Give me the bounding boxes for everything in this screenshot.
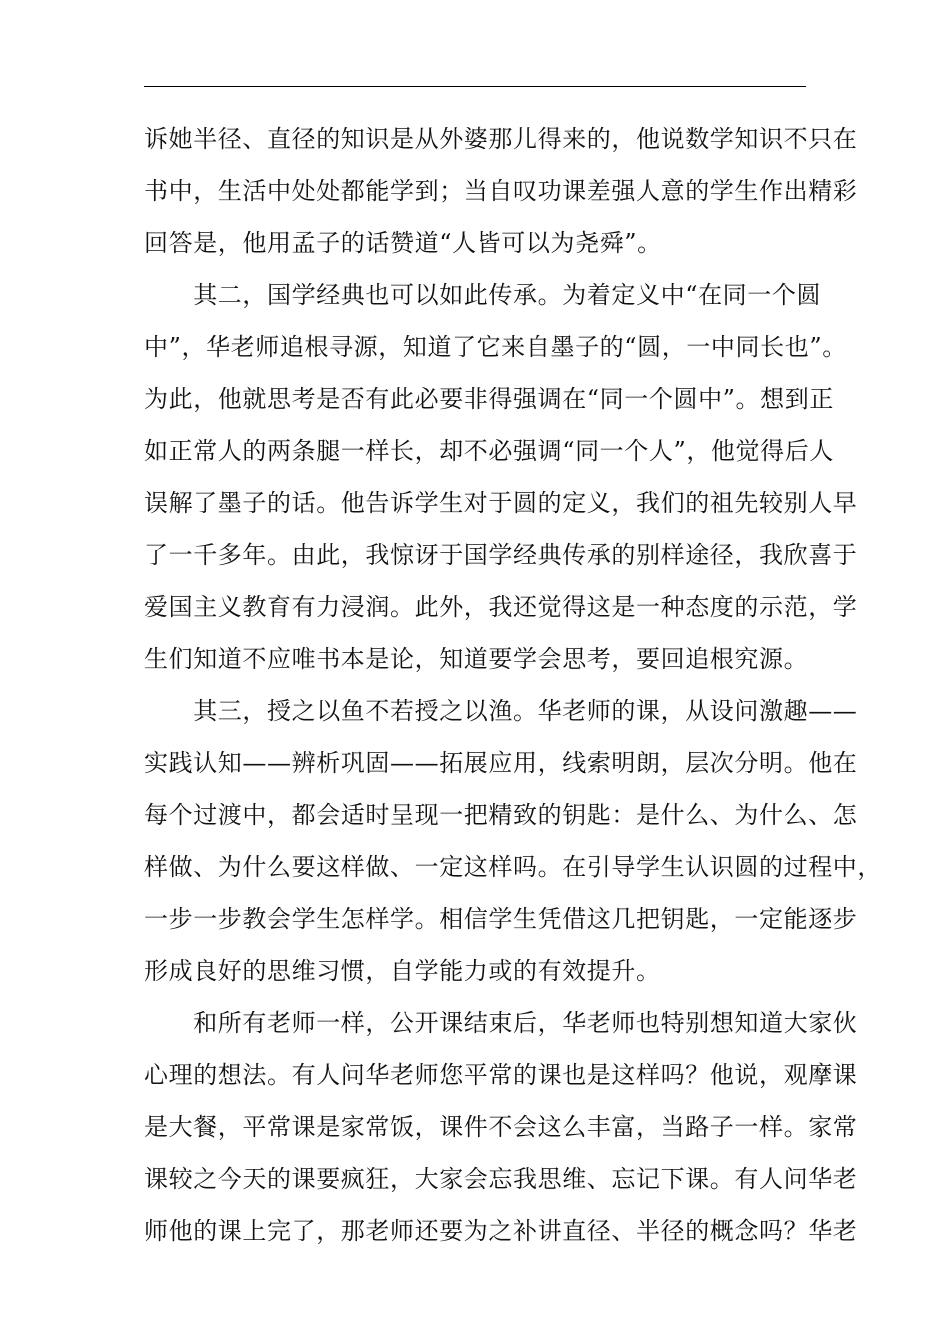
text-line: 生们知道不应唯书本是论，知道要学会思考，要回追根究源。	[144, 645, 809, 673]
text-line: 其三，授之以鱼不若授之以渔。华老师的课，从设问激趣——	[144, 697, 858, 725]
text-line: 书中，生活中处处都能学到；当自叹功课差强人意的学生作出精彩	[144, 177, 858, 205]
text-line: 回答是，他用孟子的话赞道“人皆可以为尧舜”。	[144, 229, 662, 257]
text-line: 每个过渡中，都会适时呈现一把精致的钥匙：是什么、为什么、怎	[144, 801, 858, 829]
text-line: 一步一步教会学生怎样学。相信学生凭借这几把钥匙，一定能逐步	[144, 905, 858, 933]
text-line: 诉她半径、直径的知识是从外婆那儿得来的，他说数学知识不只在	[144, 125, 858, 153]
body-text	[144, 116, 882, 1260]
header-rule	[144, 86, 806, 87]
text-line: 中”，华老师追根寻源，知道了它来自墨子的“圆，一中同长也”。	[144, 333, 847, 361]
text-line: 课较之今天的课要疯狂，大家会忘我思维、忘记下课。有人问华老	[144, 1165, 858, 1193]
text-line: 其二，国学经典也可以如此传承。为着定义中“在同一个圆	[144, 281, 822, 309]
text-line: 实践认知——辨析巩固——拓展应用，线索明朗，层次分明。他在	[144, 749, 858, 777]
text-line: 爱国主义教育有力浸润。此外，我还觉得这是一种态度的示范，学	[144, 593, 858, 621]
text-line: 心理的想法。有人问华老师您平常的课也是这样吗？他说，观摩课	[144, 1061, 858, 1089]
text-line: 样做、为什么要这样做、一定这样吗。在引导学生认识圆的过程中，	[144, 853, 882, 881]
text-line: 误解了墨子的话。他告诉学生对于圆的定义，我们的祖先较别人早	[144, 489, 858, 517]
text-line: 形成良好的思维习惯，自学能力或的有效提升。	[144, 957, 661, 985]
text-line: 了一千多年。由此，我惊讶于国学经典传承的别样途径，我欣喜于	[144, 541, 858, 569]
text-line: 如正常人的两条腿一样长，却不必强调“同一个人”，他觉得后人	[144, 437, 834, 465]
text-line: 师他的课上完了，那老师还要为之补讲直径、半径的概念吗？华老	[144, 1217, 858, 1245]
text-line: 为此，他就思考是否有此必要非得强调在“同一个圆中”。想到正	[144, 385, 834, 413]
text-line: 是大餐，平常课是家常饭，课件不会这么丰富，当路子一样。家常	[144, 1113, 858, 1141]
text-line: 和所有老师一样，公开课结束后，华老师也特别想知道大家伙	[144, 1009, 858, 1037]
